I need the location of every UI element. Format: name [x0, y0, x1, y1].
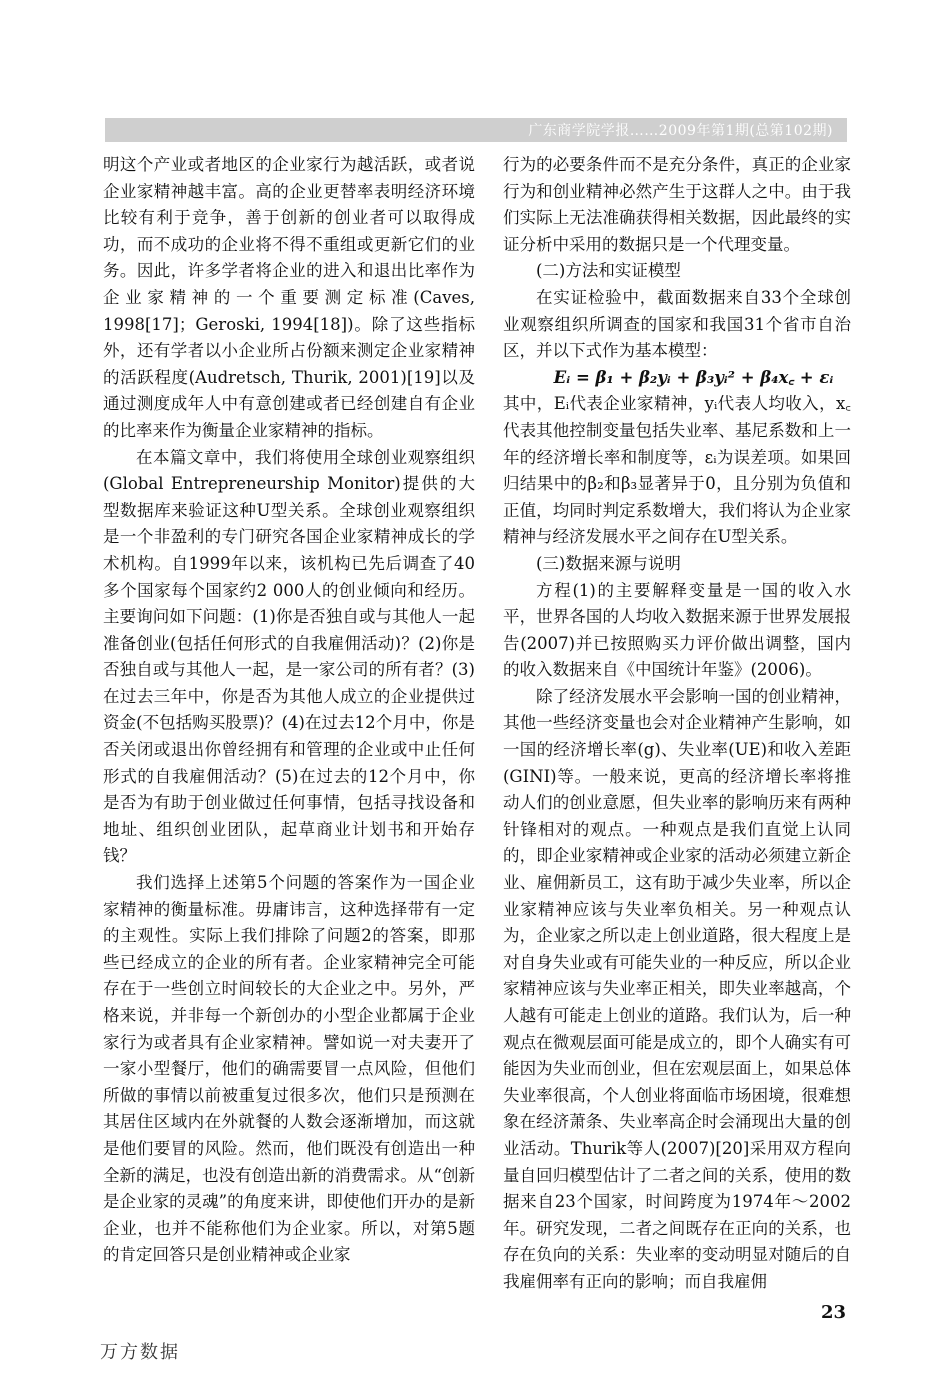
section-heading-methods: (二)方法和实证模型: [536, 261, 681, 281]
data-paragraph-1: 方程(1)的主要解释变量是一国的收入水平，世界各国的人均收入数据来源于世界发展报告(2007)并已按照购买力评价做出调整，国内的收入数据来自《中国统计年鉴》(2006)。: [503, 580, 851, 680]
methods-paragraph-1: 在实证检验中，截面数据来自33个全球创业观察组织所调查的国家和我国31个省市自治区，并以下式作为基本模型：: [503, 287, 851, 361]
running-header: [105, 118, 847, 142]
methods-paragraph-2: 其中，Eᵢ代表企业家精神，yᵢ代表人均收入，x꜀代表其他控制变量包括失业率、基尼系数和上一年的经济增长率和制度等，εᵢ为误差项。如果回归结果中的β₂和β₃显著异于0，且分别为负值和正值，均同时判定系数增大，我们将认为企业家精神与经济发展水平之间存在U型关系。: [503, 394, 851, 547]
left-paragraph-1: 明这个产业或者地区的企业家行为越活跃，或者说企业家精神越丰富。高的企业更替率表明经济环境比较有利于竞争，善于创新的创业者可以取得成功，而不成功的企业将不得不重组或更新它们的业务。因此，许多学者将企业的进入和退出比率作为企业家精神的一个重要测定标准(Caves, 1998[17]；Geroski, 1994[18])。除了这些指标外，还有学者以小企业所占份额来测定企业家精神的活跃程度(Audretsch, Thurik, 2001)[19]以及通过测度成年人中有意创建或者已经创建自有企业的比率来作为衡量企业家精神的指标。: [103, 155, 475, 440]
right-column: [503, 152, 851, 1296]
left-column: [103, 152, 475, 1269]
running-header-title: 广东商学院学报……2009年第1期(总第102期): [528, 123, 833, 139]
data-paragraph-2: 除了经济发展水平会影响一国的创业精神，其他一些经济变量也会对企业精神产生影响，如一国的经济增长率(g)、失业率(UE)和收入差距(GINI)等。一般来说，更高的经济增长率将推动人们的创业意愿，但失业率的影响历来有两种针锋相对的观点。一种观点是我们直觉上认同的，即企业家精神或企业家的活动必须建立新企业、雇佣新员工，这有助于减少失业率，所以企业家精神应该与失业率负相关。另一种观点认为，企业家之所以走上创业道路，很大程度上是对自身失业或有可能失业的一种反应，所以企业家精神应该与失业率正相关，即失业率越高，个人越有可能走上创业的道路。我们认为，后一种观点在微观层面可能是成立的，即个人确实有可能因为失业而创业，但在宏观层面上，如果总体失业率很高，个人创业将面临市场困境，很难想象在经济萧条、失业率高企时会涌现出大量的创业活动。Thurik等人(2007)[20]采用双方程向量自回归模型估计了二者之间的关系，使用的数据来自23个国家，时间跨度为1974年～2002年。研究发现，二者之间既存在正向的关系，也存在负向的关系：失业率的变动明显对随后的自我雇佣率有正向的影响；而自我雇佣: [503, 686, 851, 1291]
page-number: 23: [821, 1302, 847, 1323]
right-intro-paragraph: 行为的必要条件而不是充分条件，真正的企业家行为和创业精神必然产生于这群人之中。由于我们实际上无法准确获得相关数据，因此最终的实证分析中采用的数据只是一个代理变量。: [503, 155, 851, 254]
left-paragraph-3: 我们选择上述第5个问题的答案作为一国企业家精神的衡量标准。毋庸讳言，这种选择带有一定的主观性。实际上我们排除了问题2的答案，即那些已经成立的企业的所有者。企业家精神完全可能存在于一些创立时间较长的大企业之中。另外，严格来说，并非每一个新创办的小型企业都属于企业家行为或者具有企业家精神。譬如说一对夫妻开了一家小型餐厅，他们的确需要冒一点风险，但他们所做的事情以前被重复过很多次，他们只是预测在其居住区域内在外就餐的人数会逐渐增加，而这就是他们要冒的风险。然而，他们既没有创造出一种全新的满足，也没有创造出新的消费需求。从“创新是企业家的灵魂”的角度来讲，即使他们开办的是新企业，也并不能称他们为企业家。所以，对第5题的肯定回答只是创业精神或企业家: [103, 873, 475, 1265]
section-heading-data: (三)数据来源与说明: [536, 553, 681, 573]
watermark: 万方数据: [100, 1342, 180, 1363]
model-formula: Eᵢ = β₁ + β₂yᵢ + β₃yᵢ² + β₄x꜀ + εᵢ: [553, 367, 834, 387]
left-paragraph-2: 在本篇文章中，我们将使用全球创业观察组织(Global Entrepreneurship Monitor)提供的大型数据库来验证这种U型关系。全球创业观察组织是一个非盈利的专门研究各国企业家精神成长的学术机构。自1999年以来，该机构已先后调查了40多个国家每个国家约2 000人的创业倾向和经历。主要询问如下问题：(1)你是否独自或与其他人一起准备创业(包括任何形式的自我雇佣活动)？(2)你是否独自或与其他人一起，是一家公司的所有者？(3)在过去三年中，你是否为其他人成立的企业提供过资金(不包括购买股票)？(4)在过去12个月中，你是否关闭或退出你曾经拥有和管理的企业或中止任何形式的自我雇佣活动？(5)在过去的12个月中，你是否为有助于创业做过任何事情，包括寻找设备和地址、组织创业团队，起草商业计划书和开始存钱？: [103, 447, 475, 866]
